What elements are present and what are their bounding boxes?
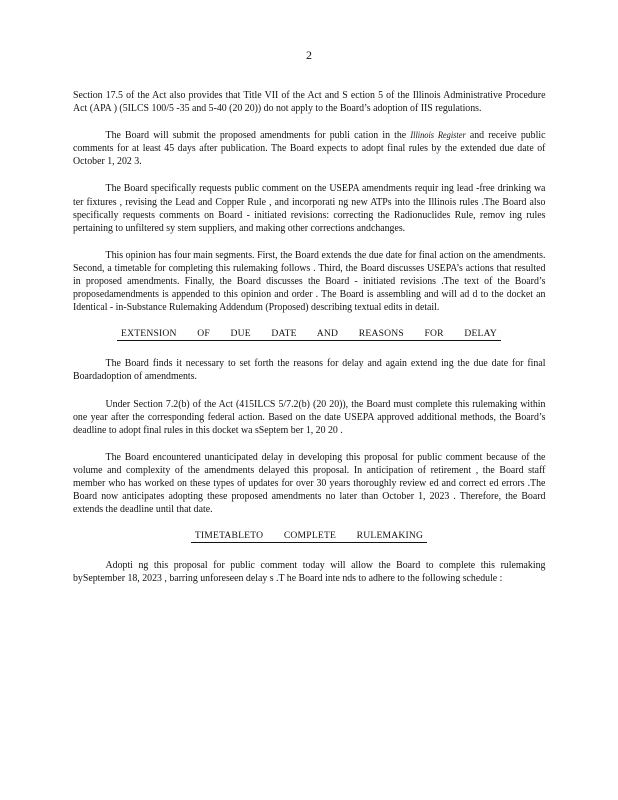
paragraph-publication <box>73 129 545 168</box>
paragraph-finds-necessary: The Board finds it necessary to set forth the reasons for delay and again extend ing the due date for final Boardadoption of amendments. <box>73 358 546 383</box>
heading-text: TIMETABLETO COMPLETE RULEMAKING <box>191 530 427 543</box>
paragraph-section-7-2: Under Section 7.2(b) of the Act (415ILCS 5/7.2(b) (20 20)), the Board must complete this rulemaking within one year after the corresponding federal action. Based on the date USEPA approved additional methods, the Board’s deadline to adopt final rules in this docket wa sSeptem ber 1, 20 20 . <box>73 398 546 436</box>
illinois-register-italic: Illinois Register <box>410 130 466 141</box>
paragraph-requests-comment: The Board specifically requests public comment on the USEPA amendments requir ing lead -free drinking wa ter fixtures , revising the Lead and Copper Rule , and incorporati ng new ATPs into the Illinois rules .The Board also specifically requests comments on Board - initiated revisions: correcting the Radionuclides Rule, remov ing rules pertaining to unfiltered sy stem suppliers, and making other corrections andchanges. <box>73 183 546 234</box>
paragraph-segments: This opinion has four main segments. First, the Board extends the due date for final action on the amendments. Second, a timetable for completing this rulemaking follows . Third, the Board discusses USEPA’s actions that resulted in proposed amendments. Finally, the Board discusses the Board - initiated revisions .The text of the Board’s proposedamendments is appended to this opinion and order . The Board is assembling and will ad d to the docket an Identical - in-Substance Rulemaking Addendum (Proposed) describing textual edits in detail. <box>73 249 546 314</box>
heading-text: EXTENSION OF DUE DATE AND REASONS FOR DELAY <box>117 328 501 341</box>
paragraph-text: and receive public comments for at least 45 days after publication. The Board expects to adopt final rules by the extended due date of October 1, 202 3. <box>73 130 546 168</box>
section-heading-timetable <box>73 530 545 543</box>
page-number: 2 <box>306 48 312 62</box>
section-heading-extension <box>73 328 545 341</box>
paragraph-text: The Board will submit the proposed amendments for publi cation in the <box>105 130 411 142</box>
document-body <box>73 89 545 599</box>
paragraph-schedule: Adopti ng this proposal for public comment today will allow the Board to complete this rulemaking bySeptember 18, 2023 , barring unforeseen delay s .T he Board inte nds to adhere to the following schedule : <box>73 560 546 585</box>
paragraph-section-17-5: Section 17.5 of the Act also provides that Title VII of the Act and S ection 5 of the Illinois Administrative Procedure Act (APA ) (5ILCS 100/5 -35 and 5-40 (20 20)) do not apply to the Board’s adoption of IIS regulations. <box>73 90 546 115</box>
paragraph-delay: The Board encountered unanticipated delay in developing this proposal for public comment because of the volume and complexity of the amendments delayed this proposal. In anticipation of retirement , the Board staff member who has worked on these types of updates for over 30 years thoroughly review ed and correct ed errors .The Board now anticipates adopting these proposed amendments no later than October 1, 2023 . Therefore, the Board extends the deadline until that date. <box>73 451 546 516</box>
